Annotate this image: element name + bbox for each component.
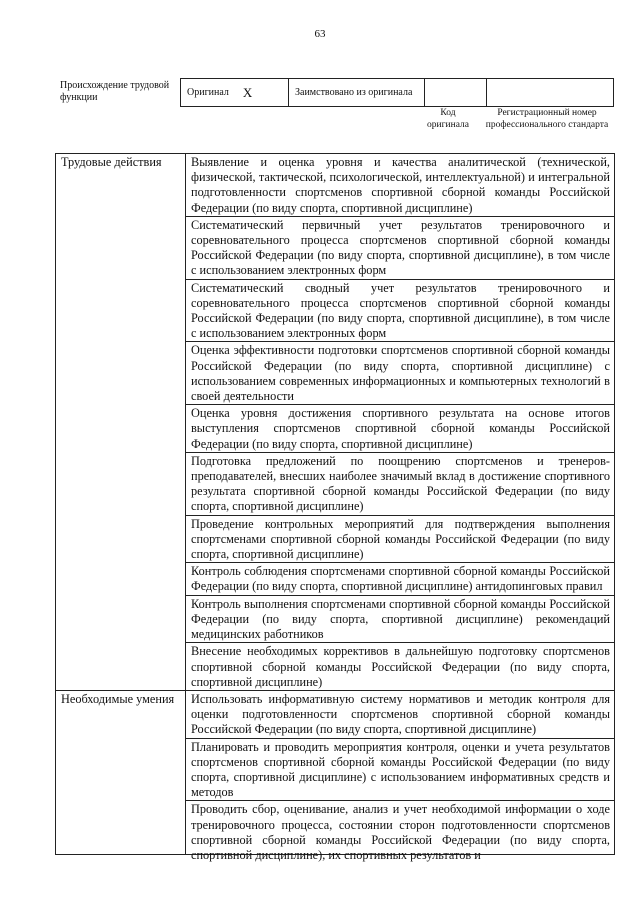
list-item: Планировать и проводить мероприятия контроля, оценки и учета результатов спортсменов спортивной сборной команды Российской Федерации (по виду спорта, спортивной дисциплине) с использованием информативных средств и методов: [186, 738, 615, 801]
section-title-skills: Необходимые умения: [56, 690, 186, 854]
list-item: Оценка эффективности подготовки спортсменов спортивной сборной команды Российской Федерации (по виду спорта, спортивной дисциплине) с использованием современных информационных и компьютерных технологий в своей деятельности: [186, 342, 615, 405]
list-item: Контроль соблюдения спортсменами спортивной сборной команды Российской Федерации (по виду спорта, спортивной дисциплине) антидопинговых правил: [186, 563, 615, 595]
original-cell: [181, 79, 289, 106]
list-item: Подготовка предложений по поощрению спортсменов и тренеров-преподавателей, внесших наиболее значимый вклад в достижение спортивного результата спортивной сборной команды Российской Федерации (по виду спорта, спортивной дисциплине): [186, 452, 615, 515]
reg-number-cell: [487, 79, 613, 106]
list-item: Оценка уровня достижения спортивного результата на основе итогов выступления спортсменов спортивной сборной команды Российской Федерации (по виду спорта, спортивной дисциплине): [186, 405, 615, 453]
section-title-actions: Трудовые действия: [56, 154, 186, 691]
list-item: Проведение контрольных мероприятий для подтверждения выполнения спортсменами спортивной сборной команды Российской Федерации (по виду спорта, спортивной дисциплине): [186, 515, 615, 563]
functions-table: [55, 153, 615, 862]
borrowed-cell: [289, 79, 425, 106]
list-item: Контроль выполнения спортсменами спортивной сборной команды Российской Федерации (по виду спорта, спортивной дисциплине) рекомендаций медицинских работников: [186, 595, 615, 643]
borrowed-label: Заимствовано из оригинала: [295, 87, 413, 98]
list-item: [186, 801, 615, 862]
list-item: Систематический первичный учет результатов тренировочного и соревновательного процесса спортсменов спортивной сборной команды Российской Федерации (по виду спорта, спортивной дисциплине), в том числе с использованием электронных форм: [186, 216, 615, 279]
origin-label: Происхождение трудовой функции: [60, 80, 170, 103]
list-item: Систематический сводный учет результатов тренировочного и соревновательного процесса спортсменов спортивной сборной команды Российской Федерации (по виду спорта, спортивной дисциплине), в том числе с использованием электронных форм: [186, 279, 615, 342]
code-caption: Код оригинала: [427, 108, 469, 130]
reg-number-caption: Регистрационный номер профессионального стандарта: [485, 108, 609, 130]
list-item: Внесение необходимых коррективов в дальнейшую подготовку спортсменов спортивной сборной команды Российской Федерации (по виду спорта, спортивной дисциплине): [186, 643, 615, 691]
code-cell: [425, 79, 487, 106]
table-row: [56, 690, 615, 738]
list-item-text: Проводить сбор, оценивание, анализ и учет необходимой информации о ходе тренировочного процесса, состоянии сторон подготовленности спортсменов спортивной сборной команды Российской Федерации (по виду спорта, спортивной дисциплине), их спортивных результатов и: [191, 802, 610, 862]
table-row: [56, 154, 615, 217]
origin-box: [180, 78, 614, 107]
original-mark: X: [242, 84, 253, 100]
list-item: Выявление и оценка уровня и качества аналитической (технической, физической, тактической, психологической, интеллектуальной) и интегральной подготовленности спортсменов спортивной сборной команды Российской Федерации (по виду спорта, спортивной дисциплине): [186, 154, 615, 217]
list-item: Использовать информативную систему нормативов и методик контроля для оценки подготовленности спортсменов спортивной сборной команды Российской Федерации (по виду спорта, спортивной дисциплине): [186, 690, 615, 738]
original-label: Оригинал: [187, 87, 229, 98]
page-number: 63: [314, 28, 326, 40]
